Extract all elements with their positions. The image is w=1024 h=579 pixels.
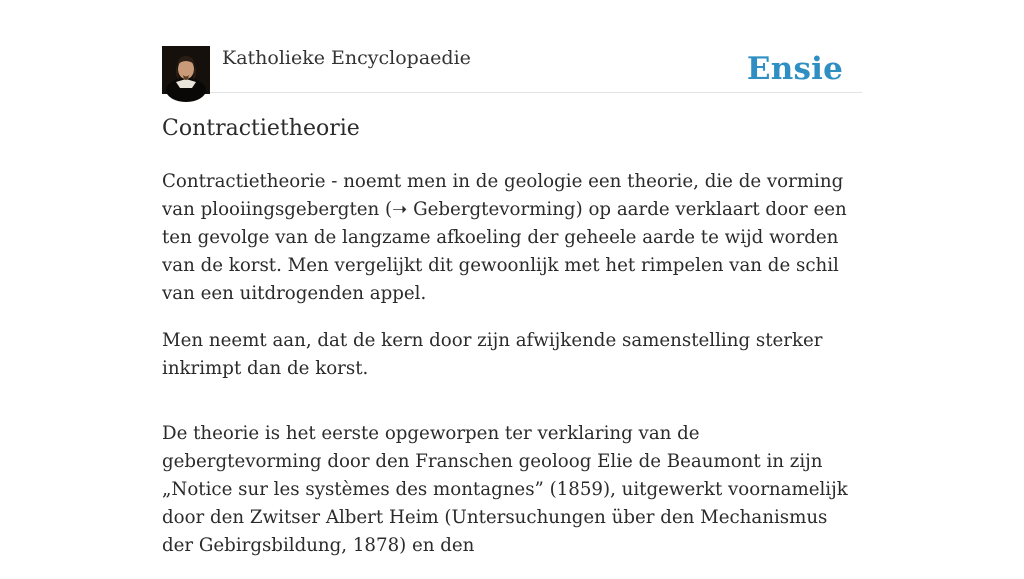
portrait-avatar-icon[interactable]: [162, 46, 210, 94]
brand-logo[interactable]: Ensie: [746, 51, 843, 87]
source-name[interactable]: Katholieke Encyclopaedie: [222, 47, 471, 69]
article-body: [162, 168, 862, 579]
article-paragraph: De theorie is het eerste opgeworpen ter verklaring van de gebergtevorming door den Franschen geoloog Elie de Beaumont in zijn „Notice sur les systèmes des montagnes” (1859), uitgewerkt voornamelijk door den Zwitser Albert Heim (Untersuchungen über den Mechanismus der Gebirgsbildung, 1878) en den: [162, 423, 848, 556]
article-paragraph: Men neemt aan, dat de kern door zijn afwijkende samenstelling sterker inkrimpt dan de korst.: [162, 330, 823, 379]
page-title: Contractietheorie: [162, 116, 360, 141]
article-paragraph: Contractietheorie - noemt men in de geologie een theorie, die de vorming van plooiingsgebergten (➝ Gebergtevorming) op aarde verklaart door een ten gevolge van de langzame afkoeling der geheele aarde te wijd worden van de korst. Men vergelijkt dit gewoonlijk met het rimpelen van de schil van een uitdrogenden appel.: [162, 171, 847, 304]
site-header: [162, 46, 862, 93]
